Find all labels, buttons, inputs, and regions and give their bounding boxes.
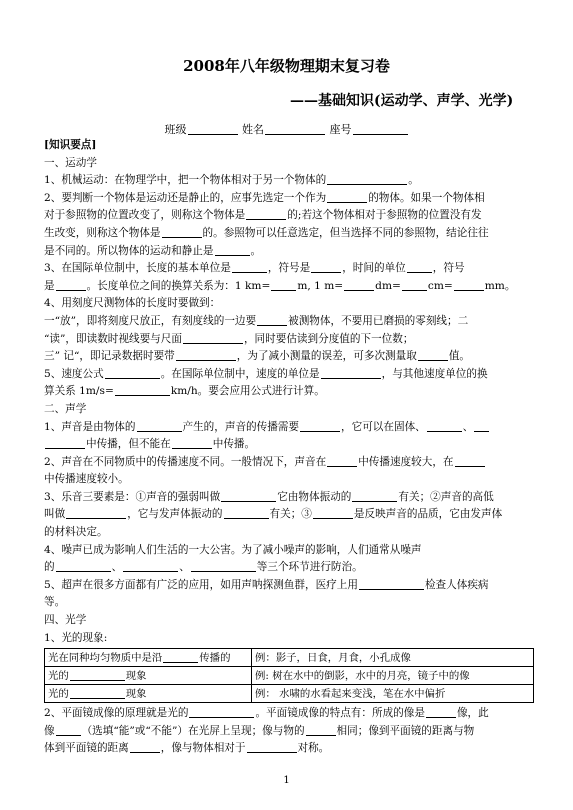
- table-cell: 例：影子，日食，月食，小孔成像: [252, 649, 534, 667]
- knowledge-heading: [知识要点]: [44, 139, 97, 151]
- motion-q4: 4、用刻度尺测物体的长度时要做到：: [44, 297, 221, 310]
- table-cell: 光的 现象: [45, 685, 252, 703]
- sound-q1-line2: 中传播，但不能在 中传播。: [44, 436, 534, 454]
- seat-blank: [353, 122, 408, 135]
- table-cell: 例: 树在水中的倒影，水中的月亮，镜子中的像: [252, 667, 534, 685]
- sound-q1: 1、声音是由物体的 产生的，声音的传播需要 ，它可以在固体、 、: [44, 419, 534, 437]
- student-info-line: [0, 121, 573, 137]
- optics-heading: 四、光学: [44, 614, 87, 627]
- sound-q5-line2: 等。: [44, 596, 66, 609]
- motion-q4-line4: 三” 记“，即记录数据时要带 ，为了减小测量的误差，可多次测量取 值。: [44, 350, 471, 363]
- motion-q2: 2、要判断一个物体是运动还是静止的，应事先选定一个作为 的物体。如果一个物体相: [44, 191, 485, 204]
- class-label: 班级: [164, 123, 187, 136]
- sound-q4-line2: 的 、 、 等三个环节进行防治。: [44, 561, 363, 574]
- table-row: [45, 649, 534, 667]
- motion-q3-line2: 是 。长度单位之间的换算关系为：1 km= m, 1 m= dm= cm= mm。: [44, 279, 516, 292]
- content-body: [44, 137, 534, 758]
- document-title: 2008年八年级物理期末复习卷: [183, 57, 390, 75]
- sound-q2-line2: 中传播速度较小。: [44, 473, 129, 486]
- sound-q5: 5、超声在很多方面都有广泛的应用，如用声呐探测鱼群，医疗上用 检查人体疾病: [44, 578, 489, 591]
- sound-q3-line2: 叫做 ，它与发声体振动的 有关；③ 是反映声音的品质，它由发声体: [44, 508, 503, 521]
- sound-q3: 3、乐音三要素是：①声音的强弱叫做 它由物体振动的 有关；②声音的高低: [44, 490, 494, 503]
- motion-q5: 5、速度公式 。在国际单位制中，速度的单位是 ，与其他速度单位的换: [44, 367, 488, 380]
- seat-label: 座号: [329, 123, 352, 136]
- name-blank: [265, 122, 325, 135]
- motion-q2-line4: 是不同的。所以物体的运动和静止是 。: [44, 244, 262, 257]
- optics-q2: 2、平面镜成像的原理就是光的 。平面镜成像的特点有：所成的像是 像，此: [44, 707, 489, 720]
- document-subtitle: ——基础知识(运动学、声学、光学): [290, 93, 514, 109]
- motion-q1: 1、机械运动：在物理学中，把一个物体相对于另一个物体的 。: [44, 174, 419, 187]
- sound-q4: 4、噪声已成为影响人们生活的一大公害。为了减小噪声的影响，人们通常从噪声: [44, 543, 422, 556]
- sound-heading: 二、声学: [44, 402, 87, 415]
- motion-heading: 一、运动学: [44, 156, 97, 169]
- motion-q2-line2: 对于参照物的位置改变了，则称这个物体是 的;若这个物体相对于参照物的位置没有发: [44, 209, 482, 222]
- motion-q5-line2: 算关系 1m/s= km/h。要会应用公式进行计算。: [44, 385, 325, 398]
- motion-q3: 3、在国际单位制中，长度的基本单位是 ，符号是 ，时间的单位 ，符号: [44, 262, 465, 275]
- sound-q2: 2、声音在不同物质中的传播速度不同。一般情况下，声音在 中传播速度较大，在: [44, 454, 534, 472]
- sound-q3-line3: 的材料决定。: [44, 526, 108, 539]
- table-cell: 光的 现象: [45, 667, 252, 685]
- class-blank: [188, 122, 238, 135]
- name-label: 姓名: [242, 123, 264, 136]
- optics-q1: 1、光的现象:: [44, 631, 108, 644]
- page-number: 1: [283, 775, 290, 786]
- optics-q2-line3: 体到平面镜的距离 ，像与物体相对于 对称。: [44, 742, 330, 755]
- optics-q2-line2: 像 （选填“能”或“不能”）在光屏上呈现；像与物的 相同；像到平面镜的距离与物: [44, 724, 475, 737]
- table-row: [45, 685, 534, 703]
- light-phenomena-table: [44, 648, 534, 703]
- table-cell: 光在同种均匀物质中是沿 传播的: [45, 649, 252, 667]
- table-cell: 例： 水啸的水看起来变浅，笔在水中偏折: [252, 685, 534, 703]
- motion-q2-line3: 生改变，则称这个物体是 的。参照物可以任意选定，但当选择不同的参照物，结论往往: [44, 226, 489, 239]
- motion-q4-line3: “读”，即读数时视线要与尺面 ，同时要估读到分度值的下一位数；: [44, 332, 414, 345]
- table-row: [45, 667, 534, 685]
- motion-q4-line2: 一“放”，即将刻度尺放正，有刻度线的一边要 被测物体，不要用已磨损的零刻线；二: [44, 314, 469, 327]
